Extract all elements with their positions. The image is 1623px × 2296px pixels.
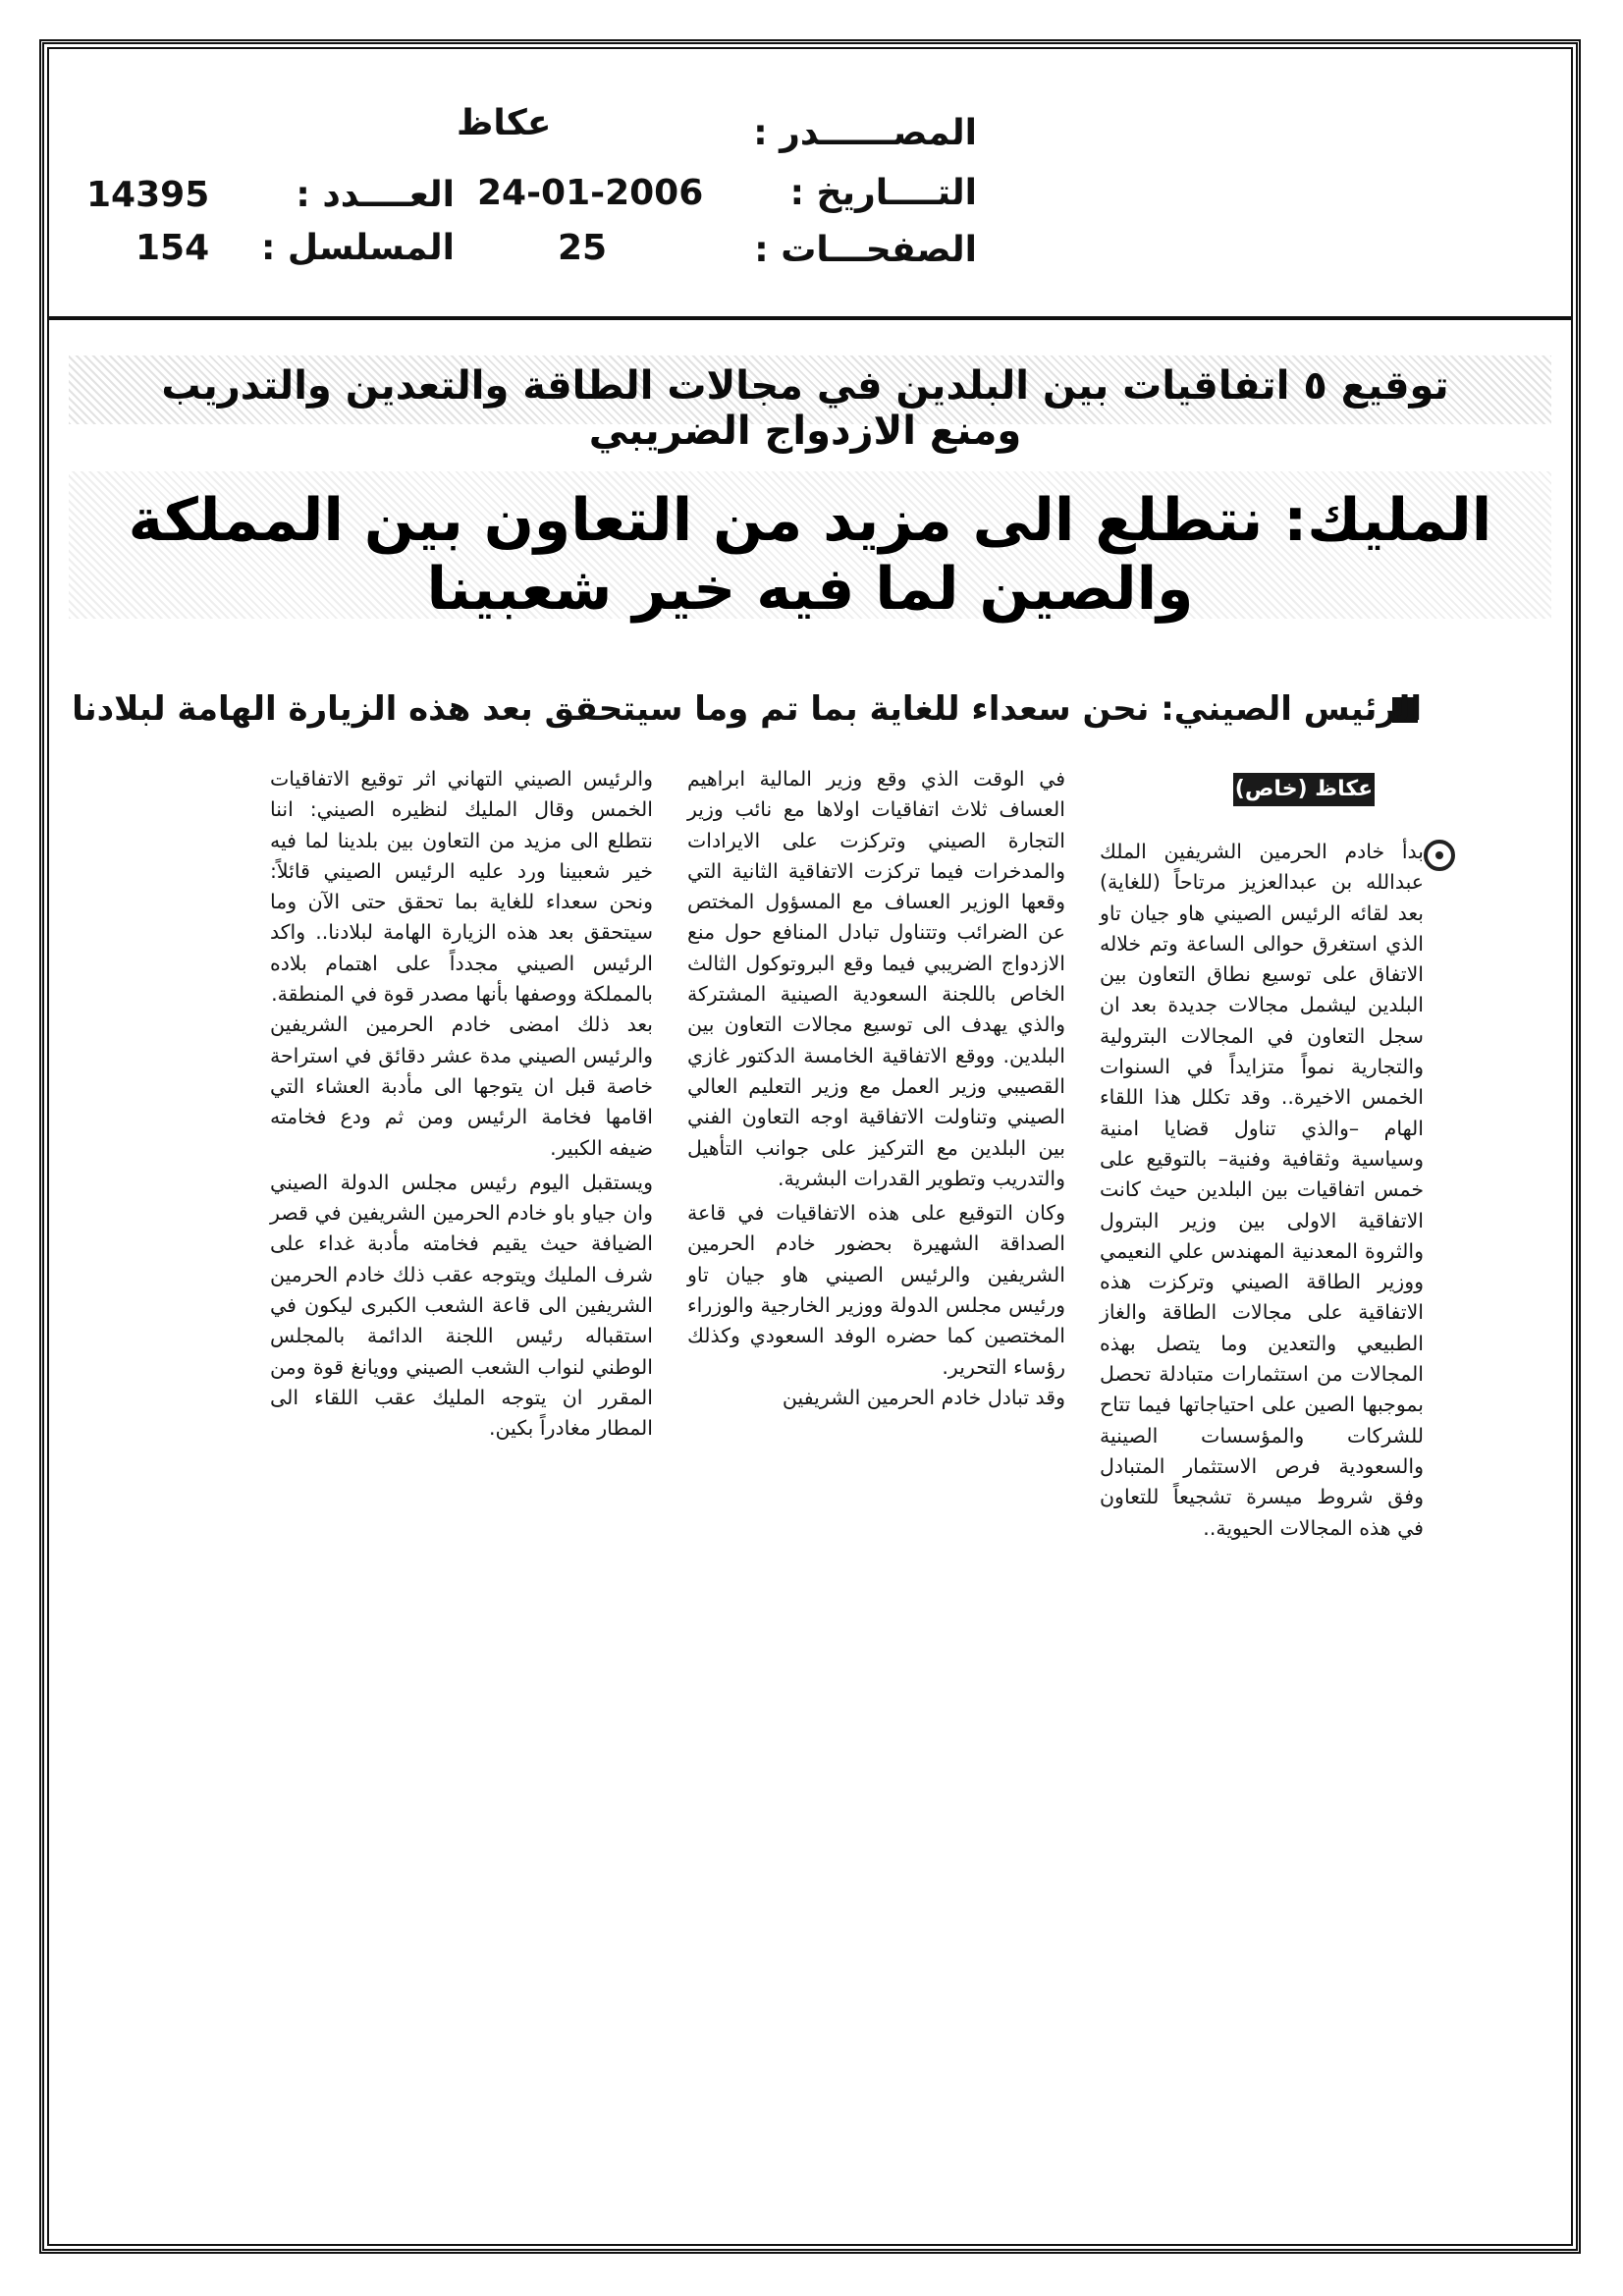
column-2-paragraph-2: وكان التوقيع على هذه الاتفاقيات في قاعة الصداقة الشهيرة بحضور خادم الحرمين الشريفين والرئيس الصيني هاو جيان تاو ورئيس مجلس الدولة ووزير الخارجية والوزراء المختصين كما حضره الوفد السعودي وكذلك رؤساء التحرير. bbox=[687, 1201, 1065, 1379]
article-byline: عكاظ (خاص) bbox=[1233, 773, 1375, 806]
column-3-paragraph-2: بعد ذلك امضى خادم الحرمين الشريفين والرئيس الصيني مدة عشر دقائق في استراحة خاصة قبل ان يتوجها الى مأدبة العشاء التي اقامها فخامة الرئيس ومن ثم ودع فخامته ضيفه الكبير. bbox=[270, 1012, 653, 1160]
serial-value: 154 bbox=[135, 228, 210, 268]
source-value: عكاظ bbox=[457, 103, 552, 143]
issue-label: العــــدد : bbox=[296, 175, 455, 215]
article-headline: المليك: نتطلع الى مزيد من التعاون بين المملكة والصين لما فيه خير شعبينا bbox=[128, 486, 1492, 624]
article-kicker: توقيع ٥ اتفاقيات بين البلدين في مجالات الطاقة والتعدين والتدريب ومنع الازدواج الضريبي bbox=[161, 363, 1449, 454]
paragraph-bullet-icon bbox=[1424, 840, 1455, 871]
article-column-1 bbox=[1100, 837, 1424, 1544]
column-3-paragraph-1: والرئيس الصيني التهاني اثر توقيع الاتفاقيات الخمس وقال المليك لنظيره الصيني: اننا نتطلع الى مزيد من التعاون بين بلدينا لما فيه خير شعبينا ورد عليه الرئيس الصيني قائلاً: ونحن سعداء للغاية بما تحقق حتى الآن وما سيتحقق بعد هذه الزيارة الهامة لبلادنا.. واكد الرئيس الصيني مجدداً على اهتمام بلاده بالمملكة ووصفها بأنها مصدر قوة في المنطقة. bbox=[270, 767, 653, 1007]
article-subhead: الرئيس الصيني: نحن سعداء للغاية بما تم وما سيتحقق بعد هذه الزيارة الهامة لبلادنا bbox=[72, 689, 1422, 729]
column-1-text: بدأ خادم الحرمين الشريفين الملك عبدالله بن عبدالعزيز مرتاحاً (للغاية) بعد لقائه الرئيس الصيني هاو جيان تاو الذي استغرق حوالى الساعة وتم خلاله الاتفاق على توسيع نطاق التعاون بين البلدين ليشمل مجالات جديدة بعد ان سجل التعاون في المجالات البترولية والتجارية نمواً متزايداً في السنوات الخمس الاخيرة.. وقد تكلل هذا اللقاء الهام –والذي تناول قضايا امنية وسياسية وثقافية وفنية– بالتوقيع على خمس اتفاقيات بين البلدين حيث كانت الاتفاقية الاولى بين وزير البترول والثروة المعدنية المهندس علي النعيمي ووزير الطاقة الصيني وتركزت هذه الاتفاقية على مجالات الطاقة والغاز الطبيعي والتعدين وما يتصل بهذه المجالات من استثمارات متبادلة تحصل بموجبها الصين على احتياجاتها فيما تتاح للشركات والمؤسسات الصينية والسعودية فرص الاستثمار المتبادل وفق شروط ميسرة تشجيعاً للتعاون في هذه المجالات الحيوية.. bbox=[1100, 840, 1424, 1540]
serial-label: المسلسل : bbox=[260, 228, 455, 268]
date-label: التــــاريخ : bbox=[789, 173, 977, 213]
date-value: 24-01-2006 bbox=[477, 173, 704, 213]
column-2-paragraph-1: في الوقت الذي وقع وزير المالية ابراهيم العساف ثلاث اتفاقيات اولاها مع نائب وزير التجارة الصيني وتركزت على الايرادات والمدخرات فيما تركزت الاتفاقية الثانية التي وقعها الوزير العساف مع المسؤول المختص عن الضرائب وتتناول تبادل المنافع حول منع الازدواج الضريبي فيما وقع البروتوكول الثالث الخاص باللجنة السعودية الصينية المشتركة والذي يهدف الى توسيع مجالات التعاون بين البلدين. ووقع الاتفاقية الخامسة الدكتور غازي القصيبي وزير العمل مع وزير التعليم العالي الصيني وتناولت الاتفاقية اوجه التعاون الفني بين البلدين مع التركيز على جوانب التأهيل والتدريب وتطوير القدرات البشرية. bbox=[687, 767, 1065, 1190]
column-3-paragraph-3: ويستقبل اليوم رئيس مجلس الدولة الصيني وان جياو باو خادم الحرمين الشريفين في قصر الضيافة حيث يقيم فخامته مأدبة غداء على شرف المليك ويتوجه عقب ذلك خادم الحرمين الشريفين الى قاعة الشعب الكبرى ليكون في استقباله رئيس اللجنة الدائمة بالمجلس الوطني لنواب الشعب الصيني وويانغ قوة ومن المقرر ان يتوجه المليك عقب اللقاء الى المطار مغادراً بكين. bbox=[270, 1170, 653, 1441]
source-label: المصــــــدر : bbox=[753, 113, 977, 153]
article-column-3 bbox=[270, 764, 653, 1445]
clipping-header bbox=[47, 47, 1573, 320]
pages-label: الصفحـــات : bbox=[754, 230, 977, 270]
article-column-2 bbox=[687, 764, 1065, 1413]
column-2-paragraph-3: وقد تبادل خادم الحرمين الشريفين bbox=[782, 1385, 1065, 1409]
pages-value: 25 bbox=[558, 228, 608, 268]
issue-value: 14395 bbox=[86, 175, 210, 215]
